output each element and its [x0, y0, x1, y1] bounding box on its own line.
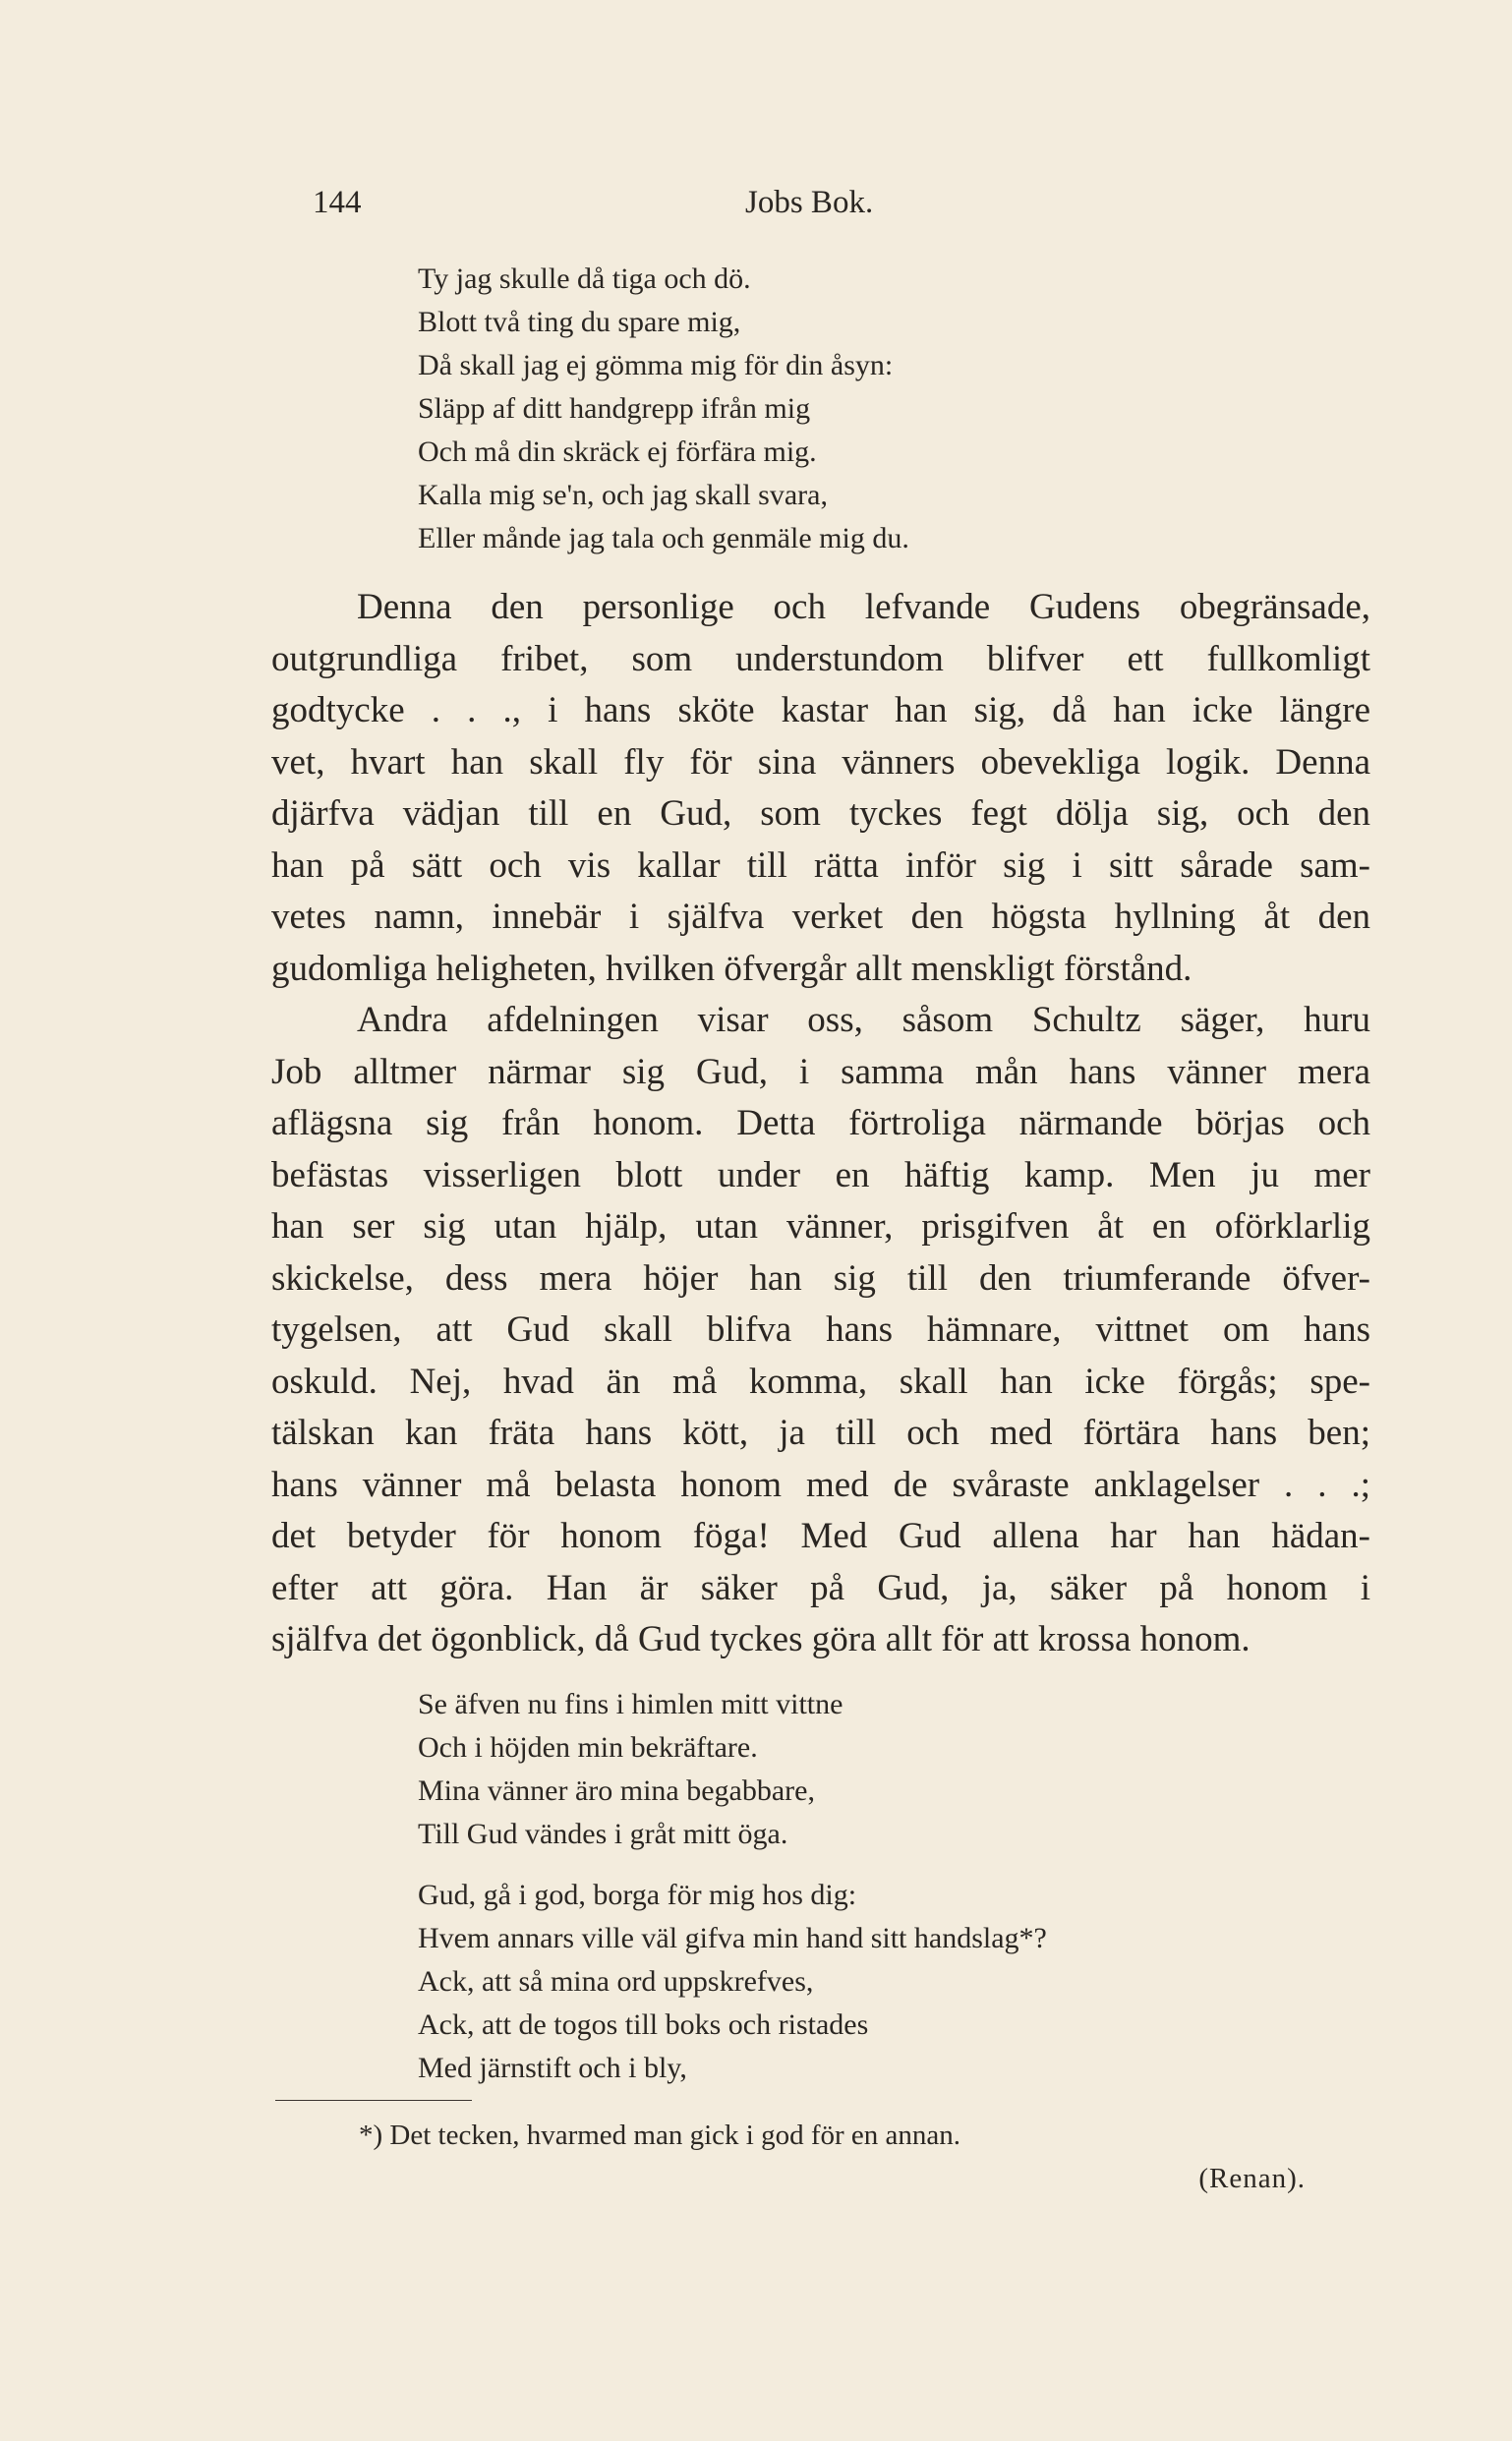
verse-line: Med järnstift och i bly, [418, 2052, 687, 2084]
running-title: Jobs Bok. [745, 185, 874, 220]
verse-line: Ack, att så mina ord uppskrefves, [418, 1965, 814, 1998]
prose-line: vet, hvart han skall fly för sina vänners obevekliga logik. Denna [271, 741, 1370, 783]
page-header [313, 185, 1306, 234]
prose-line: själfva det ögonblick, då Gud tyckes göra allt för att krossa honom. [271, 1619, 1250, 1659]
footnote-source: (Renan). [1198, 2163, 1306, 2194]
verse-line: Då skall jag ej gömma mig för din åsyn: [418, 349, 894, 381]
verse-line: Och i höjden min bekräftare. [418, 1731, 758, 1764]
verse-line: Till Gud vändes i gråt mitt öga. [418, 1818, 788, 1850]
prose-line: befästas visserligen blott under en häftig kamp. Men ju mer [271, 1154, 1370, 1195]
prose-line: tygelsen, att Gud skall blifva hans hämnare, vittnet om hans [271, 1309, 1370, 1350]
verse-line: Ack, att de togos till boks och ristades [418, 2008, 869, 2041]
prose-line: skickelse, dess mera höjer han sig till den triumferande öfver- [271, 1257, 1370, 1299]
prose-line: gudomliga heligheten, hvilken öfvergår allt menskligt förstånd. [271, 948, 1192, 989]
verse-line: Mina vänner äro mina begabbare, [418, 1774, 815, 1807]
verse-line: Ty jag skulle då tiga och dö. [418, 262, 751, 295]
verse-line: Och må din skräck ej förfära mig. [418, 436, 817, 468]
verse-block-2 [418, 1683, 843, 1856]
verse-line: Gud, gå i god, borga för mig hos dig: [418, 1879, 857, 1911]
prose-line: outgrundliga fribet, som understundom blifver ett fullkomligt [271, 638, 1370, 679]
verse-block-1 [418, 258, 909, 560]
prose-body [271, 582, 1370, 1666]
prose-line: han på sätt och vis kallar till rätta inför sig i sitt sårade sam- [271, 844, 1370, 886]
verse-line: Blott två ting du spare mig, [418, 306, 741, 338]
verse-line: Se äfven nu fins i himlen mitt vittne [418, 1688, 843, 1720]
verse-block-3 [418, 1874, 1047, 2090]
verse-line: Hvem annars ville väl gifva min hand sitt handslag*? [418, 1922, 1047, 1954]
verse-line: Kalla mig se'n, och jag skall svara, [418, 479, 828, 511]
verse-line: Släpp af ditt handgrepp ifrån mig [418, 392, 811, 425]
verse-line: Eller månde jag tala och genmäle mig du. [418, 522, 909, 554]
prose-line: hans vänner må belasta honom med de svåraste anklagelser . . .; [271, 1464, 1370, 1505]
prose-line: Job alltmer närmar sig Gud, i samma mån hans vänner mera [271, 1051, 1370, 1092]
footnote-text: *) Det tecken, hvarmed man gick i god för en annan. [359, 2120, 961, 2151]
prose-line: han ser sig utan hjälp, utan vänner, prisgifven åt en oförklarlig [271, 1206, 1370, 1247]
prose-line: godtycke . . ., i hans sköte kastar han sig, då han icke längre [271, 690, 1370, 730]
prose-line: vetes namn, innebär i själfva verket den högsta hyllning åt den [271, 897, 1370, 937]
page-number: 144 [313, 185, 362, 220]
prose-line: det betyder för honom föga! Med Gud allena har han hädan- [271, 1516, 1370, 1556]
footnote-rule [275, 2100, 472, 2101]
prose-line: efter att göra. Han är säker på Gud, ja, säker på honom i [271, 1567, 1370, 1608]
prose-line: aflägsna sig från honom. Detta förtroliga närmande börjas och [271, 1103, 1370, 1143]
prose-line: Andra afdelningen visar oss, såsom Schultz säger, huru [357, 1000, 1370, 1040]
prose-line: djärfva vädjan till en Gud, som tyckes fegt dölja sig, och den [271, 793, 1370, 834]
prose-line: Denna den personlige och lefvande Gudens obegränsade, [357, 587, 1370, 627]
prose-line: tälskan kan fräta hans kött, ja till och med förtära hans ben; [271, 1413, 1370, 1453]
prose-line: oskuld. Nej, hvad än må komma, skall han icke förgås; spe- [271, 1361, 1370, 1402]
